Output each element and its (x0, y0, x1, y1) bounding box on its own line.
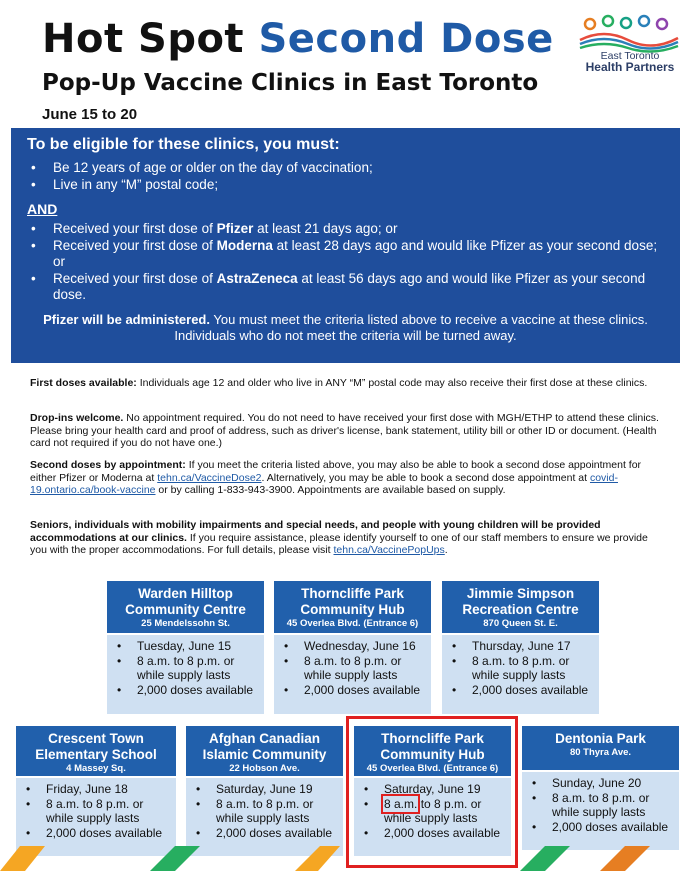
clinic-3-header: Crescent Town Elementary School 4 Massey Sq. (16, 726, 176, 776)
clinic-6-details: • Sunday, June 20 • 8 a.m. to 8 p.m. or while supply lasts • 2,000 doses available (522, 772, 679, 850)
vaccine-dose2-link[interactable]: tehn.ca/VaccineDose2 (157, 471, 262, 484)
decorative-stripes (0, 846, 690, 871)
eligibility-item: • Be 12 years of age or older on the day of vaccination; (27, 160, 664, 176)
clinic-4-details: • Saturday, June 19 • 8 a.m. to 8 p.m. or while supply lasts • 2,000 doses available (186, 778, 343, 856)
info-second-doses: Second doses by appointment: If you meet the criteria listed above, you may also be able to book a second dose appointment for either Pfizer or Moderna at tehn.ca/VaccineDose2. Alternatively, you may be able to book a second dose appointment at covid-19.ontario.ca/book-vaccine or by calling 1-833-943-3900. Appointments are available based on supply. (30, 459, 642, 496)
administration-note: Pfizer will be administered. You must meet the criteria listed above to receive a vaccine at these clinics. Individuals who do not meet the criteria will be turned away. (43, 312, 648, 343)
highlighted-start-time: 8 a.m. (384, 796, 418, 811)
clinic-2-details: • Thursday, June 17 • 8 a.m. to 8 p.m. or while supply lasts • 2,000 doses available (442, 635, 599, 714)
clinic-2-header: Jimmie Simpson Recreation Centre 870 Queen St. E. (442, 581, 599, 633)
info-drop-ins: Drop-ins welcome. No appointment required. You do not need to have received your first dose with MGH/ETHP to attend these clinics. Please bring your health card and proof of address, such as driver's license, bank statement, utility bill or other ID or document. (Health card not required if you do not have one.) (30, 412, 659, 449)
clinic-0-header: Warden Hilltop Community Centre 25 Mendelssohn St. (107, 581, 264, 633)
clinic-3-details: • Friday, June 18 • 8 a.m. to 8 p.m. or while supply lasts • 2,000 doses available (16, 778, 176, 856)
dose-criterion-moderna: • Received your first dose of Moderna at least 28 days ago and would like Pfizer as your second dose; or (27, 238, 664, 270)
page-title: Hot Spot Second Dose (42, 16, 554, 62)
clinic-5-header: Thorncliffe Park Community Hub 45 Overlea Blvd. (Entrance 6) (354, 726, 511, 776)
eligibility-panel (11, 128, 680, 363)
clinic-1-details: • Wednesday, June 16 • 8 a.m. to 8 p.m. or while supply lasts • 2,000 doses available (274, 635, 431, 714)
clinic-4-header: Afghan Canadian Islamic Community 22 Hobson Ave. (186, 726, 343, 776)
ontario-booking-link[interactable]: covid-19.ontario.ca/book-vaccine (30, 471, 618, 496)
clinic-0-details: • Tuesday, June 15 • 8 a.m. to 8 p.m. or while supply lasts • 2,000 doses available (107, 635, 264, 714)
info-first-doses: First doses available: Individuals age 12 and older who live in ANY “M” postal code may also receive their first dose at these clinics. (30, 377, 648, 389)
info-accommodations: Seniors, individuals with mobility impairments and special needs, and people with young children will be provided accommodations at our clinics. If you require assistance, please identify yourself to one of our staff members to ensure we provide you with the proper accommodations. For full details, please visit tehn.ca/VaccinePopUps. (30, 519, 648, 556)
clinic-6-header: Dentonia Park 80 Thyra Ave. (522, 726, 679, 770)
eligibility-title: To be eligible for these clinics, you must: (27, 136, 340, 153)
dose-criterion-pfizer: • Received your first dose of Pfizer at least 21 days ago; or (27, 221, 664, 237)
vaccine-popups-link[interactable]: tehn.ca/VaccinePopUps (333, 544, 445, 556)
clinic-5-details: • Saturday, June 19 • 8 a.m. to 8 p.m. or while supply lasts • 2,000 doses available (354, 778, 511, 856)
and-label: AND (27, 201, 58, 217)
date-range: June 15 to 20 (42, 106, 138, 123)
eligibility-item: • Live in any “M” postal code; (27, 177, 664, 193)
dose-criterion-astrazeneca: • Received your first dose of AstraZeneca at least 56 days ago and would like Pfizer as your second dose. (27, 271, 664, 303)
clinic-1-header: Thorncliffe Park Community Hub 45 Overlea Blvd. (Entrance 6) (274, 581, 431, 633)
page-subtitle: Pop-Up Vaccine Clinics in East Toronto (42, 70, 539, 96)
logo-wordmark: East Toronto Health Partners (585, 50, 675, 74)
